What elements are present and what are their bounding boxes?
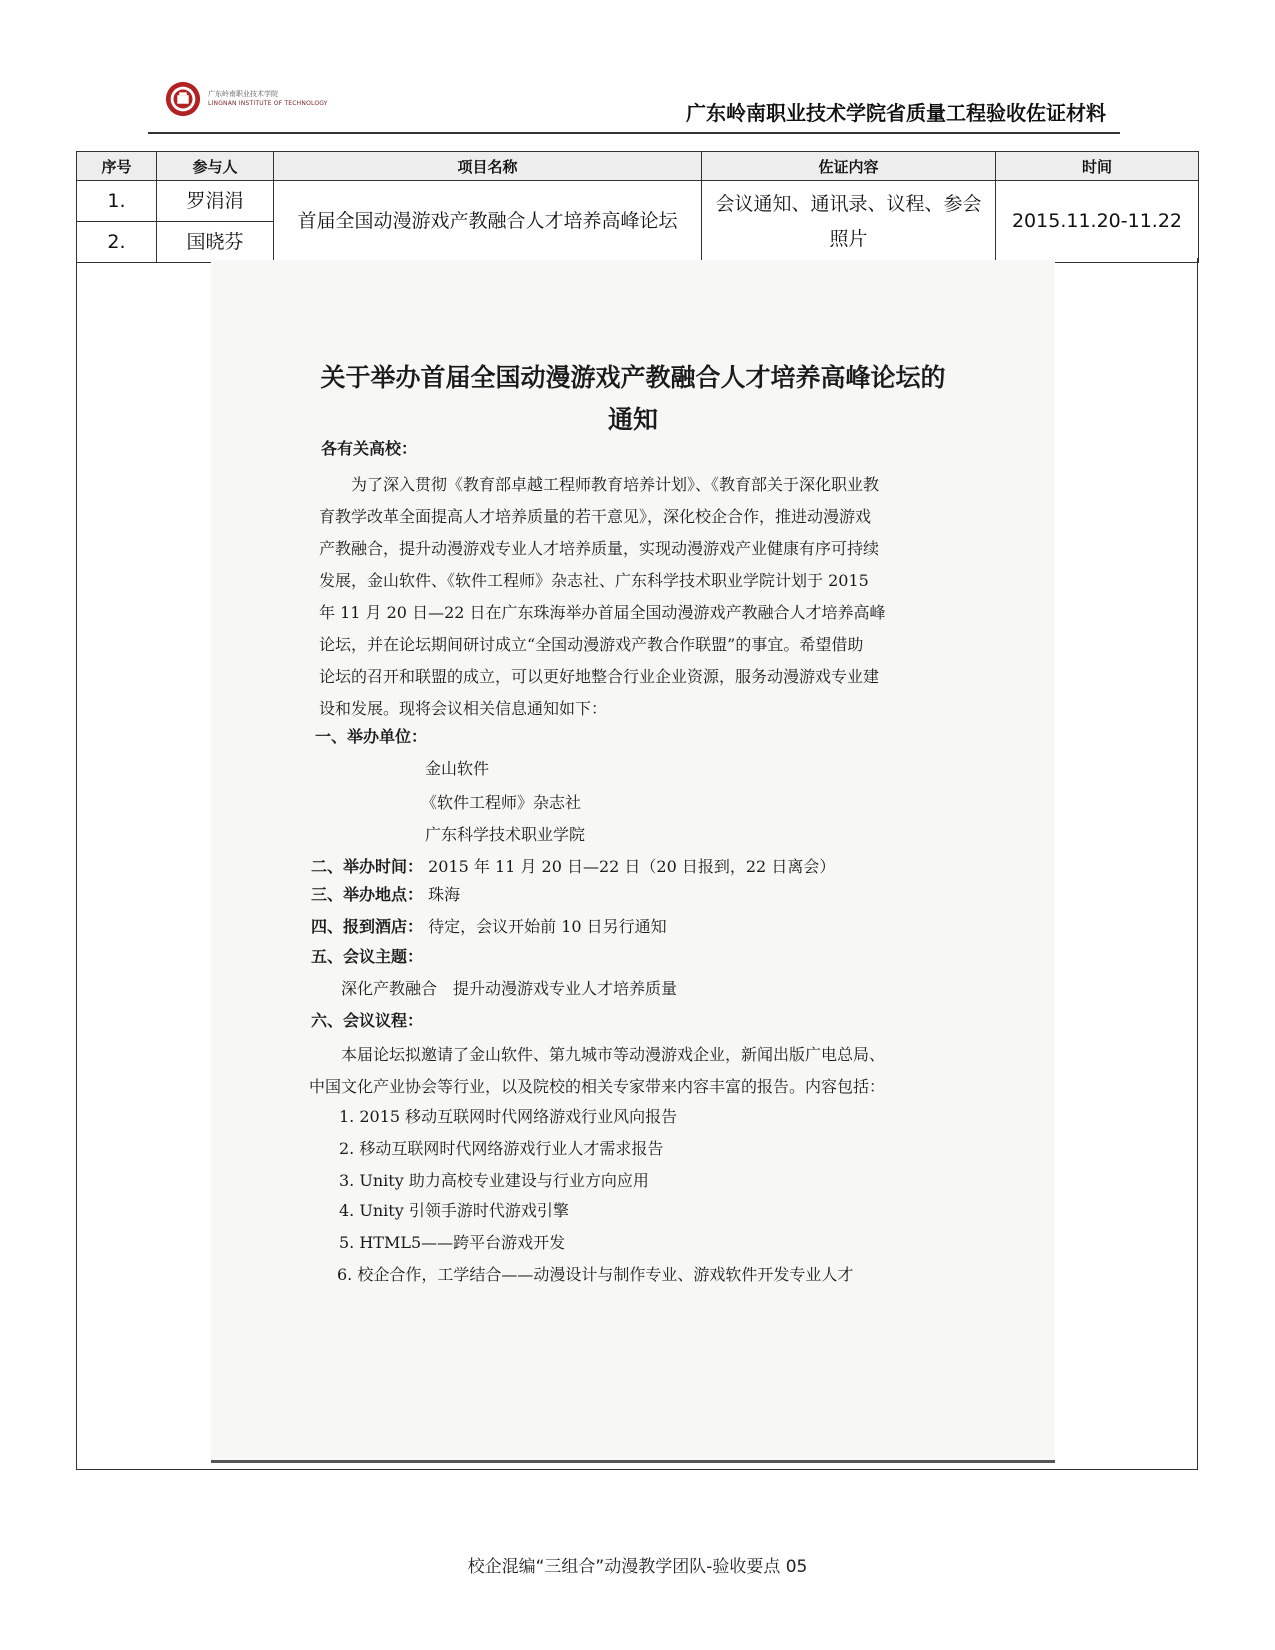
agenda-item: 4. Unity 引领手游时代游戏引擎 (339, 1201, 569, 1220)
section-time-label: 二、举办时间： (311, 857, 424, 876)
row-index: 1. (77, 181, 157, 222)
agenda-paragraph-line: 中国文化产业协会等行业，以及院校的相关专家带来内容丰富的报告。内容包括： (309, 1077, 886, 1096)
project-info-table (76, 151, 1199, 263)
organizer-item: 广东科学技术职业学院 (425, 825, 586, 844)
agenda-item: 1. 2015 移动互联网时代网络游戏行业风向报告 (339, 1107, 678, 1126)
row-person: 国晓芬 (157, 222, 274, 263)
scanned-notice (211, 260, 1055, 1463)
notice-title-line2: 通知 (607, 405, 658, 434)
evidence-cell (702, 181, 996, 263)
project-name-cell (274, 181, 702, 263)
header-title: 广东岭南职业技术学院省质量工程验收佐证材料 (686, 101, 1106, 125)
table-header-row (77, 152, 1199, 181)
logo-cn-text: 广东岭南职业技术学院 (208, 90, 278, 98)
evidence-content: 会议通知、通讯录、议程、参会照片 (715, 192, 982, 250)
section-location-label: 三、举办地点： (311, 885, 424, 904)
agenda-item: 2. 移动互联网时代网络游戏行业人才需求报告 (339, 1139, 664, 1158)
agenda-item: 3. Unity 助力高校专业建设与行业方向应用 (339, 1171, 649, 1190)
col-header-time: 时间 (996, 152, 1199, 181)
notice-paragraph-line: 育教学改革全面提高人才培养质量的若干意见》，深化校企合作，推进动漫游戏 (319, 507, 872, 526)
section-theme-label: 五、会议主题： (311, 947, 424, 966)
institution-logo (164, 80, 328, 118)
section-hotel-label: 四、报到酒店： (311, 917, 424, 936)
col-header-index: 序号 (77, 152, 157, 181)
time-cell (996, 181, 1199, 263)
row-index: 2. (77, 222, 157, 263)
section-agenda-label: 六、会议议程： (311, 1011, 424, 1030)
notice-title-line1: 关于举办首届全国动漫游戏产教融合人才培养高峰论坛的 (320, 363, 946, 392)
notice-paragraph-line: 为了深入贯彻《教育部卓越工程师教育培养计划》、《教育部关于深化职业教 (351, 475, 880, 494)
project-name: 首届全国动漫游戏产教融合人才培养高峰论坛 (297, 210, 678, 232)
notice-paragraph-line: 年 11 月 20 日—22 日在广东珠海举办首届全国动漫游戏产教融合人才培养高峰 (319, 603, 886, 622)
notice-paragraph-line: 发展，金山软件、《软件工程师》杂志社、广东科学技术职业学院计划于 2015 (319, 571, 869, 590)
notice-paragraph-line: 论坛的召开和联盟的成立，可以更好地整合行业企业资源，服务动漫游戏专业建 (319, 667, 880, 686)
section-hotel (311, 914, 667, 937)
notice-paragraph-line: 论坛，并在论坛期间研讨成立“全国动漫游戏产教合作联盟”的事宜。希望借助 (319, 635, 864, 654)
notice-paragraph-line: 设和发展。现将会议相关信息通知如下： (319, 699, 608, 718)
notice-paragraph-line: 产教融合，提升动漫游戏专业人才培养质量，实现动漫游戏产业健康有序可持续 (319, 539, 880, 558)
time-value: 2015.11.20-11.22 (1011, 210, 1183, 232)
agenda-item: 6. 校企合作，工学结合——动漫设计与制作专业、游戏软件开发专业人才 (337, 1265, 854, 1284)
seal-icon (164, 80, 202, 118)
section-theme-value: 深化产教融合 提升动漫游戏专业人才培养质量 (341, 979, 678, 998)
section-time-value: 2015 年 11 月 20 日—22 日（20 日报到，22 日离会） (428, 857, 836, 876)
section-time (311, 854, 835, 877)
section-location-value: 珠海 (428, 885, 461, 904)
row-person: 罗涓涓 (157, 181, 274, 222)
table-row (77, 181, 1199, 222)
section-location (311, 882, 460, 905)
logo-en-text: LINGNAN INSTITUTE OF TECHNOLOGY (208, 100, 328, 107)
agenda-paragraph-line: 本届论坛拟邀请了金山软件、第九城市等动漫游戏企业，新闻出版广电总局、 (341, 1045, 886, 1064)
col-header-evidence: 佐证内容 (702, 152, 996, 181)
section-organizers-label: 一、举办单位： (315, 727, 428, 746)
organizer-item: 金山软件 (425, 759, 490, 778)
page-footer: 校企混编“三组合”动漫教学团队-验收要点 05 (467, 1557, 808, 1577)
agenda-item: 5. HTML5——跨平台游戏开发 (339, 1233, 566, 1252)
col-header-project: 项目名称 (274, 152, 702, 181)
notice-salutation: 各有关高校： (321, 439, 418, 458)
section-hotel-value: 待定，会议开始前 10 日另行通知 (428, 917, 667, 936)
col-header-person: 参与人 (157, 152, 274, 181)
page-header (148, 78, 1120, 134)
organizer-item: 《软件工程师》杂志社 (421, 793, 582, 812)
